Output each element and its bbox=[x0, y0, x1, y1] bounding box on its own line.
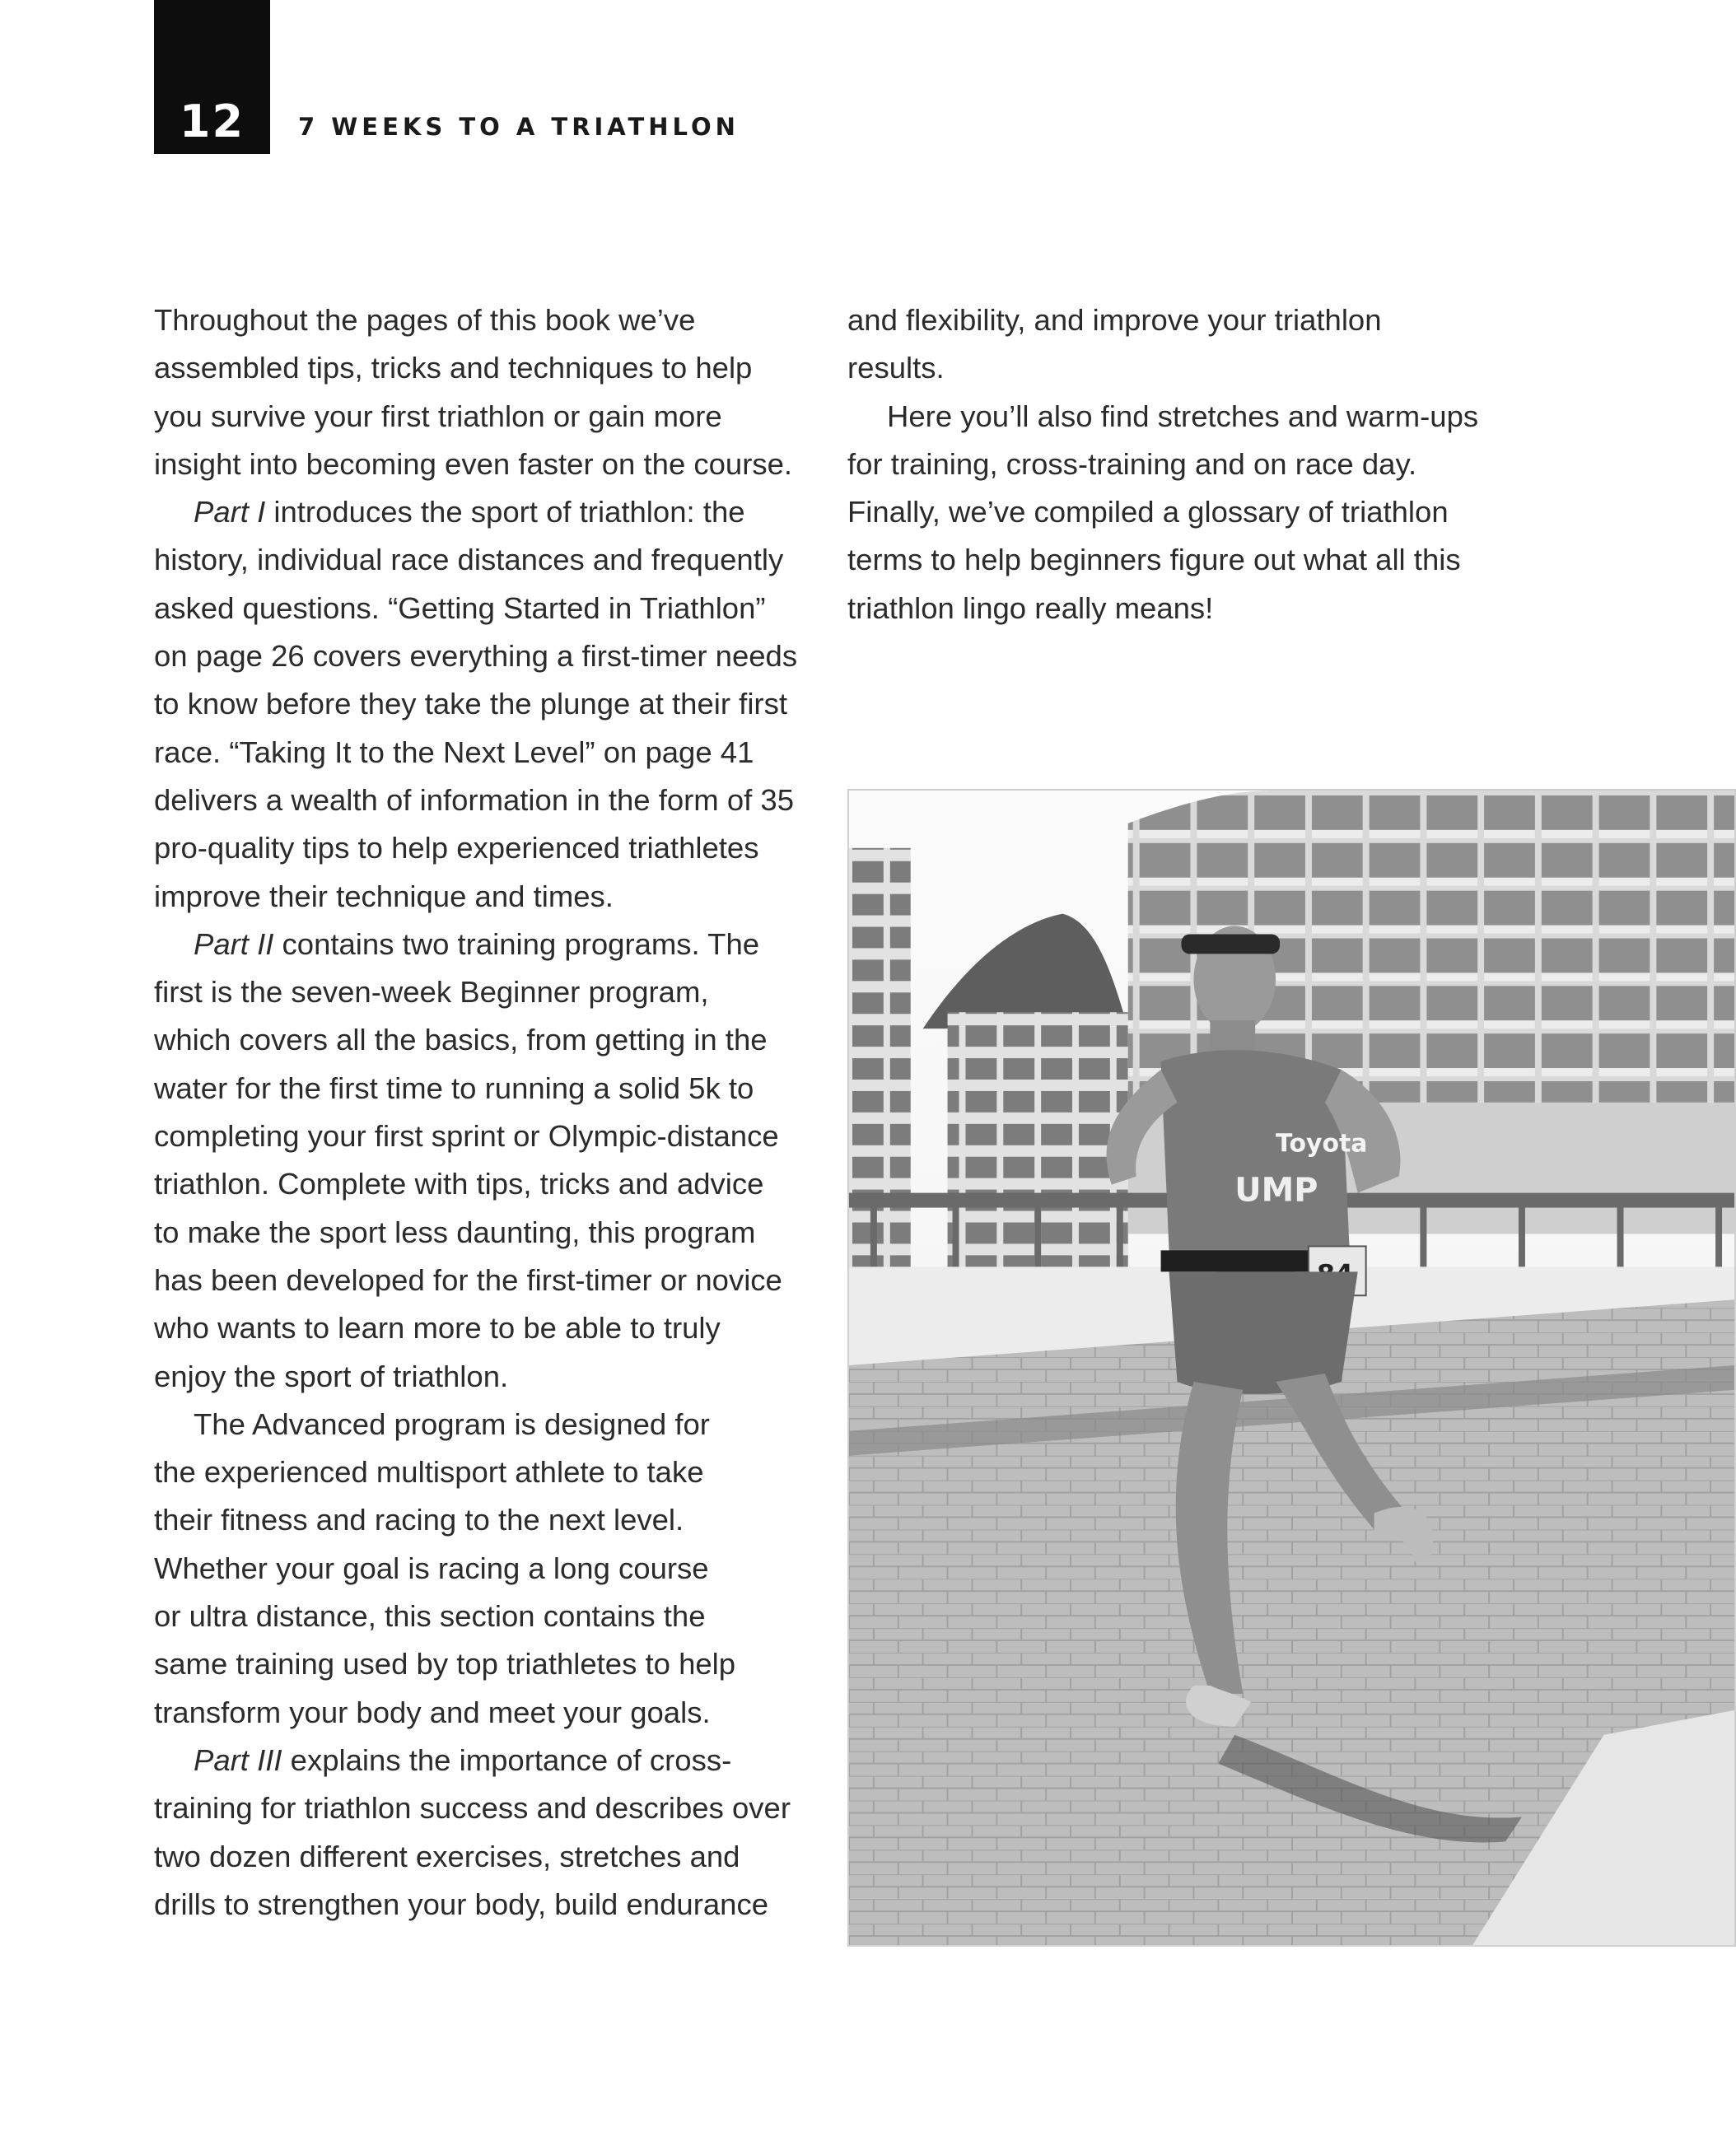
text-line bbox=[154, 1737, 829, 1784]
text-line: Throughout the pages of this book we’ve bbox=[154, 303, 696, 337]
text-line: water for the first time to running a solid 5k to bbox=[154, 1070, 754, 1105]
text-line: to make the sport less daunting, this program bbox=[154, 1215, 756, 1249]
paragraph-part-two bbox=[154, 921, 829, 1401]
text-line: their fitness and racing to the next level. bbox=[154, 1503, 684, 1537]
runner-jersey bbox=[1161, 1050, 1350, 1275]
italic-part-label: Part I bbox=[194, 495, 266, 529]
text-run: contains two training programs. The bbox=[273, 926, 760, 961]
text-line: first is the seven-week Beginner program, bbox=[154, 975, 709, 1010]
right-column bbox=[847, 296, 1572, 632]
text-line: improve their technique and times. bbox=[154, 879, 614, 913]
text-line bbox=[154, 921, 829, 968]
paragraph-extras bbox=[847, 393, 1572, 632]
text-line: for training, cross-training and on race day. bbox=[847, 446, 1417, 481]
text-line: delivers a wealth of information in the form of 35 bbox=[154, 782, 795, 817]
triathlete-running-photo bbox=[847, 789, 1736, 1947]
text-run: introduces the sport of triathlon: the bbox=[265, 495, 745, 529]
text-line: insight into becoming even faster on the course. bbox=[154, 446, 793, 481]
text-line: triathlon. Complete with tips, tricks and advice bbox=[154, 1167, 764, 1201]
text-line: The Advanced program is designed for bbox=[194, 1406, 710, 1441]
left-building bbox=[849, 848, 911, 1308]
text-line: you survive your first triathlon or gain more bbox=[154, 399, 722, 433]
italic-part-label: Part III bbox=[194, 1742, 282, 1777]
text-line: race. “Taking It to the Next Level” on page 41 bbox=[154, 735, 754, 769]
text-line: has been developed for the first-timer or novice bbox=[154, 1262, 782, 1297]
runner-visor bbox=[1181, 935, 1280, 954]
text-line: to know before they take the plunge at their first bbox=[154, 687, 787, 721]
text-line: completing your first sprint or Olympic-distance bbox=[154, 1119, 779, 1154]
jersey-sponsor-text: Toyota bbox=[1276, 1129, 1368, 1159]
text-line: which covers all the basics, from getting in the bbox=[154, 1023, 768, 1057]
text-line: enjoy the sport of triathlon. bbox=[154, 1359, 509, 1393]
left-column bbox=[154, 296, 829, 1929]
text-line: Whether your goal is racing a long course bbox=[154, 1551, 709, 1585]
paragraph-part-one bbox=[154, 488, 829, 921]
text-line: drills to strengthen your body, build endurance bbox=[154, 1887, 769, 1921]
jersey-letters-text: UMP bbox=[1234, 1171, 1318, 1210]
text-line: history, individual race distances and frequently bbox=[154, 543, 784, 577]
text-line: triathlon lingo really means! bbox=[847, 590, 1214, 625]
text-line: two dozen different exercises, stretches and bbox=[154, 1839, 740, 1873]
text-line: assembled tips, tricks and techniques to help bbox=[154, 351, 753, 385]
text-line: terms to help beginners figure out what all this bbox=[847, 543, 1461, 577]
text-line: the experienced multisport athlete to take bbox=[154, 1455, 704, 1490]
page-number: 12 bbox=[179, 96, 245, 147]
paragraph-intro bbox=[154, 296, 829, 488]
text-line: pro-quality tips to help experienced triathletes bbox=[154, 831, 759, 865]
text-line: and flexibility, and improve your triathlon bbox=[847, 303, 1382, 337]
text-line bbox=[154, 488, 829, 536]
page-number-tab bbox=[154, 0, 270, 154]
text-line: who wants to learn more to be able to truly bbox=[154, 1311, 721, 1346]
photo-illustration bbox=[849, 791, 1734, 1945]
text-line: on page 26 covers everything a first-timer needs bbox=[154, 639, 798, 674]
paragraph-part-three bbox=[154, 1737, 829, 1929]
paragraph-advanced bbox=[154, 1401, 829, 1737]
italic-part-label: Part II bbox=[194, 926, 274, 961]
text-line: asked questions. “Getting Started in Triathlon” bbox=[154, 590, 766, 625]
text-line: Finally, we’ve compiled a glossary of triathlon bbox=[847, 495, 1449, 529]
text-line: or ultra distance, this section contains the bbox=[154, 1599, 706, 1634]
paragraph-continued bbox=[847, 296, 1572, 393]
text-line: same training used by top triathletes to help bbox=[154, 1647, 736, 1682]
runner-shorts bbox=[1169, 1271, 1358, 1394]
text-line: training for triathlon success and describes over bbox=[154, 1791, 791, 1826]
text-run: explains the importance of cross- bbox=[282, 1742, 732, 1777]
text-line: Here you’ll also find stretches and warm-ups bbox=[887, 399, 1479, 433]
running-head: 7 WEEKS TO A TRIATHLON bbox=[298, 113, 740, 141]
text-line: results. bbox=[847, 351, 945, 385]
text-line: transform your body and meet your goals. bbox=[154, 1695, 711, 1729]
